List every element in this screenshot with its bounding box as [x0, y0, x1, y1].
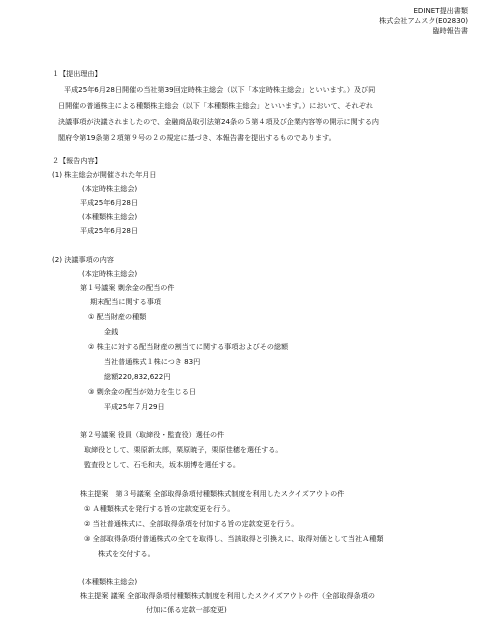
section1-line: 平成25年6月28日開催の当社第39回定時株主総会（以下「本定時株主総会」といいます。）及び同 — [64, 85, 376, 94]
proposal1-item1: ① 配当財産の種類 — [88, 312, 147, 321]
shurui-label-2: (本種類株主総会) — [82, 577, 138, 586]
proposal1-item1-value: 金銭 — [104, 327, 119, 336]
teiji-label-2: (本定時株主総会) — [82, 269, 138, 278]
proposal3-item1: ① Ａ種類株式を発行する旨の定款変更を行う。 — [84, 504, 235, 513]
proposal1-item2-value2: 総額220,832,622円 — [104, 372, 171, 381]
teiji-label: (本定時株主総会) — [82, 184, 138, 193]
proposal1-item3-value: 平成25年７月29日 — [104, 402, 165, 411]
proposal1-title: 第１号議案 剰余金の配当の件 — [80, 283, 175, 292]
item2-title: (2) 決議事項の内容 — [52, 255, 114, 264]
proposal1-item2: ② 株主に対する配当財産の割当てに関する事項およびその総額 — [88, 342, 289, 351]
proposal4-title-cont: 付加に係る定款一部変更) — [146, 605, 227, 614]
header-doc-type: EDINET提出書類 — [413, 6, 468, 15]
proposal2-line: 監査役として、石毛和夫，坂本朋博を選任する。 — [84, 460, 240, 469]
section1-line: 閣府令第19条第２項第９号の２の規定に基づき、本報告書を提出するものであります。 — [58, 133, 336, 142]
shurui-label: (本種類株主総会) — [82, 212, 138, 221]
proposal1-subtitle: 期末配当に関する事項 — [90, 297, 161, 306]
section2-heading: ２【報告内容】 — [52, 156, 102, 165]
proposal1-item3: ③ 剰余金の配当が効力を生じる日 — [88, 387, 196, 396]
proposal3-title: 株主提案 第３号議案 全部取得条項付種類株式制度を利用したスクイズアウトの件 — [80, 489, 345, 498]
section1-line: 決議事項が決議されましたので、金融商品取引法第24条の５第４項及び企業内容等の開示に関する内 — [58, 117, 380, 126]
proposal2-title: 第２号議案 役員（取締役・監査役）選任の件 — [80, 430, 225, 439]
shurui-date: 平成25年6月28日 — [80, 226, 139, 235]
proposal3-item2: ② 当社普通株式に、全部取得条項を付加する旨の定款変更を行う。 — [84, 519, 299, 528]
proposal1-item2-value1: 当社普通株式１株につき 83円 — [104, 357, 201, 366]
item1-title: (1) 株主総会が開催された年月日 — [52, 170, 157, 179]
proposal4-title: 株主提案 議案 全部取得条項付種類株式制度を利用したスクイズアウトの件（全部取得条項の — [80, 591, 375, 600]
teiji-date: 平成25年6月28日 — [80, 198, 139, 207]
proposal2-line: 取締役として、栗原新太郎，栗原暁子，栗原佳穂を選任する。 — [84, 445, 283, 454]
proposal3-item3: ③ 全部取得条項付普通株式の全てを取得し、当該取得と引換えに、取得対価として当社Ａ種類 — [84, 534, 384, 543]
header-report-type: 臨時報告書 — [432, 26, 468, 35]
section1-heading: １【提出理由】 — [52, 69, 102, 78]
proposal3-item3-cont: 株式を交付する。 — [98, 549, 155, 558]
header-company: 株式会社アムスク(E02830) — [379, 16, 468, 25]
section1-line: 日開催の普通株主による種類株主総会（以下「本種類株主総会」といいます。）において、それぞれ — [58, 101, 373, 110]
